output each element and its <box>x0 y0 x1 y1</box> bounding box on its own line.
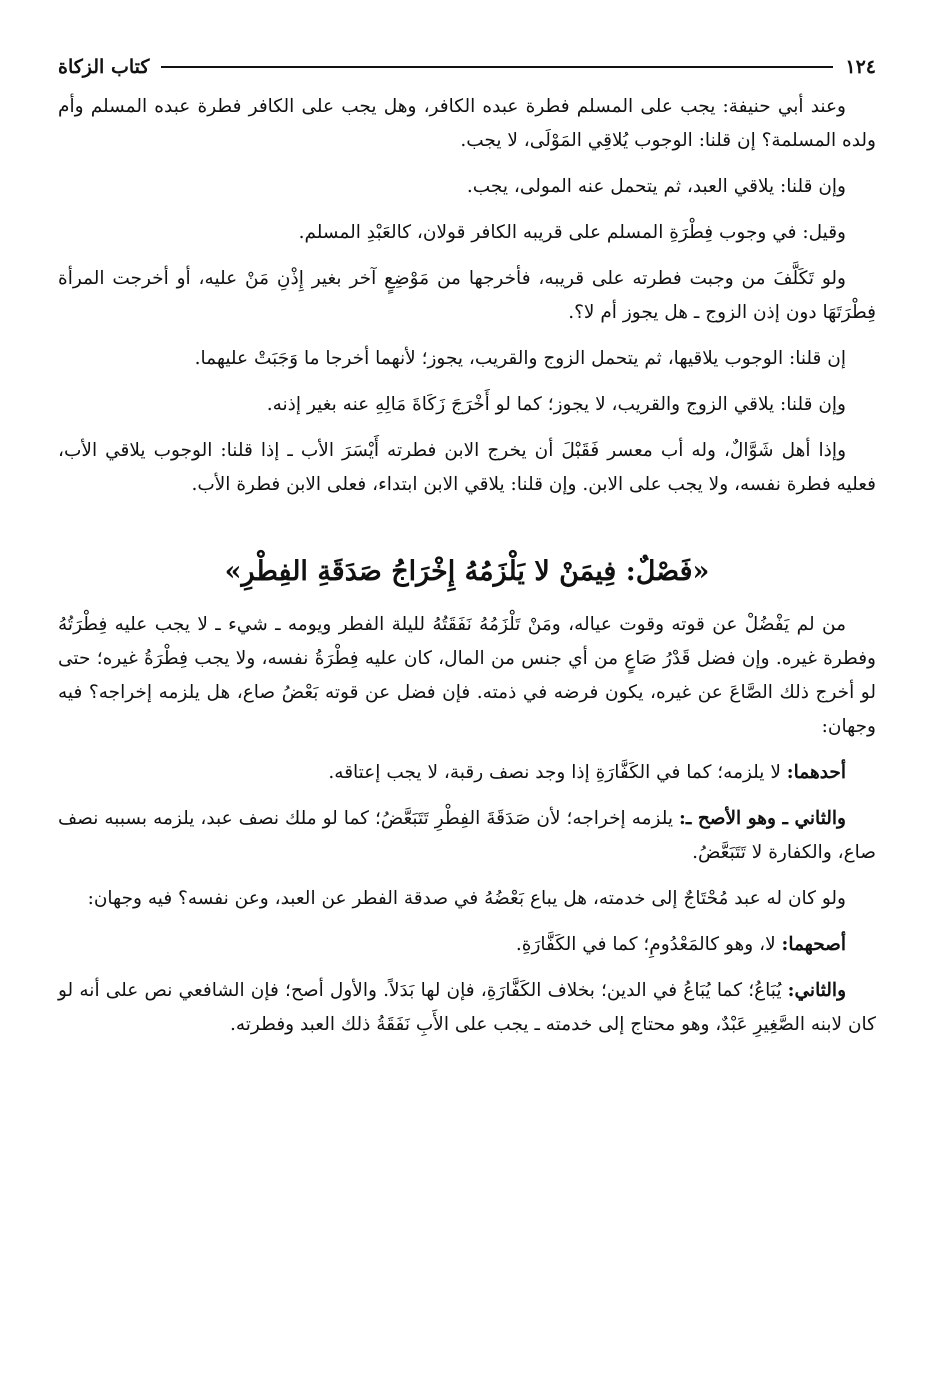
section-paragraph <box>58 882 876 916</box>
paragraph: وإن قلنا: يلاقي العبد، ثم يتحمل عنه المولى، يجب. <box>466 176 846 197</box>
paragraph: إن قلنا: الوجوب يلاقيها، ثم يتحمل الزوج والقريب، يجوز؛ لأنهما أخرجا ما وَجَبَتْ عليهما. <box>194 348 846 369</box>
section-paragraph <box>58 608 876 744</box>
book-page <box>58 52 876 1054</box>
paragraph-lead: والثاني ـ وهو الأصح ـ: <box>679 808 846 829</box>
running-header <box>58 52 876 82</box>
paragraph: وعند أبي حنيفة: يجب على المسلم فطرة عبده الكافر، وهل يجب على الكافر فطرة عبده المسلم وأم ولده المسلمة؟ إن قلنا: الوجوب يُلاقِي المَوْلَى، لا يجب. <box>58 96 876 151</box>
header-rule <box>161 66 833 68</box>
paragraph-lead: أحدهما: <box>786 762 846 783</box>
paragraph-lead: والثاني: <box>787 980 846 1001</box>
paragraph: وإذا أهل شَوَّالٌ، وله أب معسر فَقَبْلَ أن يخرج الابن فطرته أَيْسَرَ الأب ـ إذا قلنا: الوجوب يلاقي الأب، فعليه فطرة نفسه، ولا يجب على الابن. وإن قلنا: يلاقي الابن ابتداء، فعلى الابن فطرة الأب. <box>58 440 876 495</box>
section-heading: «فَصْلٌ: فِيمَنْ لا يَلْزَمُهُ إِخْرَاجُ صَدَقَةِ الفِطْرِ» <box>224 556 710 587</box>
paragraph: ولو تَكَلَّفَ من وجبت فطرته على قريبه، فأخرجها من مَوْضِعٍ آخر بغير إِذْنِ مَنْ عليه، أو أخرجت المرأة فِطْرَتَهَا دون إذن الزوج ـ هل يجوز أم لا؟. <box>58 268 876 323</box>
paragraph: وقيل: في وجوب فِطْرَةِ المسلم على قريبه الكافر قولان، كالعَبْدِ المسلم. <box>298 222 846 243</box>
paragraph-text: يلزمه إخراجه؛ لأن صَدَقَةَ الفِطْرِ تَتَبَعَّضُ؛ كما لو ملك نصف عبد، يلزمه بسببه نصف صاع، والكفارة لا تَتَبَعَّضُ. <box>58 808 876 863</box>
paragraph-lead: أصحهما: <box>781 934 846 955</box>
page-number: ١٢٤ <box>845 56 876 78</box>
paragraph-text: لا يلزمه؛ كما في الكَفَّارَةِ إذا وجد نصف رقبة، لا يجب إعتاقه. <box>328 762 781 783</box>
page-body <box>58 90 876 1042</box>
book-title: كتاب الزكاة <box>58 56 150 78</box>
paragraph-text: ولو كان له عبد مُحْتَاجٌ إلى خدمته، هل يباع بَعْضُهُ في صدقة الفطر عن العبد، وعن نفسه؟ فيه وجهان: <box>87 888 846 909</box>
section-paragraph <box>58 802 876 870</box>
section-paragraph <box>58 756 876 790</box>
section-paragraph <box>58 928 876 962</box>
paragraph-text: لا، وهو كالمَعْدُومِ؛ كما في الكَفَّارَةِ. <box>515 934 776 955</box>
section-paragraph <box>58 974 876 1042</box>
paragraph-text: يُبَاعُ؛ كما يُبَاعُ في الدين؛ بخلاف الكَفَّارَةِ، فإن لها بَدَلاً. والأول أصح؛ فإن الشافعي نص على أنه لو كان لابنه الصَّغِيرِ عَبْدٌ، وهو محتاج إلى خدمته ـ يجب على الأَبِ نَفَقَةُ ذلك العبد وفطرته. <box>58 980 876 1035</box>
paragraph: وإن قلنا: يلاقي الزوج والقريب، لا يجوز؛ كما لو أَخْرَجَ زَكَاةَ مَالِهِ عنه بغير إذنه. <box>266 394 846 415</box>
paragraph-text: من لم يَفْضُلْ عن قوته وقوت عياله، ومَنْ تَلْزَمُهُ نَفَقَتُهُ لليلة الفطر ويومه ـ شيء ـ لا يجب عليه فِطْرَتُهُ وفطرة غيره. وإن فضل قَدْرُ صَاعٍ من أي جنس من المال، كان عليه فِطْرَةُ نفسه، ولا يجب فِطْرَةُ غيره؛ حتى لو أخرج ذلك الصَّاعَ عن غيره، يكون فرضه في ذمته. فإن فضل عن قوته بَعْضُ صاع، هل يلزمه إخراجه؟ فيه وجهان: <box>58 614 876 737</box>
